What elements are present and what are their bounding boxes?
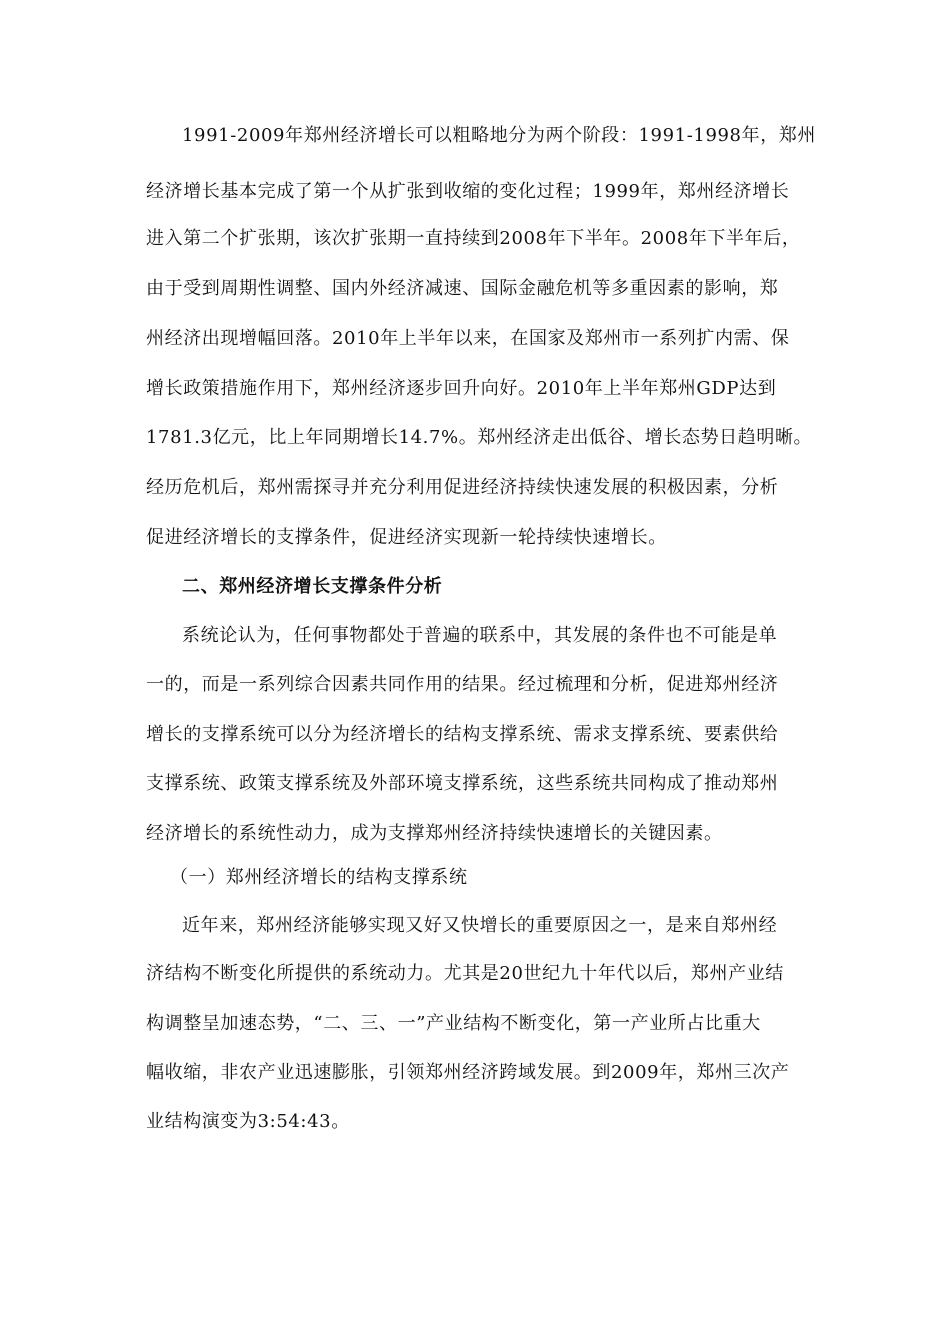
paragraph-1-line-6: 增长政策措施作用下，郑州经济逐步回升向好。2010年上半年郑州GDP达到 [146,378,777,399]
paragraph-1-line-1: 1991-2009年郑州经济增长可以粗略地分为两个阶段：1991-1998年，郑州 [182,125,816,146]
paragraph-1-line-4: 由于受到周期性调整、国内外经济减速、国际金融危机等多重因素的影响，郑 [146,278,779,299]
paragraph-2-line-5: 经济增长的系统性动力，成为支撑郑州经济持续快速增长的关键因素。 [146,823,723,844]
section-heading: 二、郑州经济增长支撑条件分析 [182,576,443,597]
paragraph-2-line-3: 增长的支撑系统可以分为经济增长的结构支撑系统、需求支撑系统、要素供给 [146,724,779,745]
paragraph-1-line-3: 进入第二个扩张期，该次扩张期一直持续到2008年下半年。2008年下半年后， [146,228,801,249]
paragraph-3-line-4: 幅收缩，非农产业迅速膨胀，引领郑州经济跨域发展。到2009年，郑州三次产 [146,1062,790,1083]
paragraph-3-line-2: 济结构不断变化所提供的系统动力。尤其是20世纪九十年代以后，郑州产业结 [146,963,784,984]
paragraph-2-line-1: 系统论认为，任何事物都处于普遍的联系中，其发展的条件也不可能是单 [182,625,778,646]
paragraph-2-line-4: 支撑系统、政策支撑系统及外部环境支撑系统，这些系统共同构成了推动郑州 [146,773,779,794]
paragraph-1-line-2: 经济增长基本完成了第一个从扩张到收缩的变化过程；1999年，郑州经济增长 [146,181,790,202]
paragraph-2-line-2: 一的，而是一系列综合因素共同作用的结果。经过梳理和分析，促进郑州经济 [146,674,779,695]
paragraph-1-line-7: 1781.3亿元，比上年同期增长14.7%。郑州经济走出低谷、增长态势日趋明晰。 [146,427,813,448]
paragraph-3-line-3: 构调整呈加速态势，“二、三、一”产业结构不断变化，第一产业所占比重大 [146,1013,761,1034]
subsection-heading: （一）郑州经济增长的结构支撑系统 [170,867,468,888]
paragraph-1-line-9: 促进经济增长的支撑条件，促进经济实现新一轮持续快速增长。 [146,527,667,548]
paragraph-1-line-5: 州经济出现增幅回落。2010年上半年以来，在国家及郑州市一系列扩内需、保 [146,328,790,349]
paragraph-3-line-1: 近年来，郑州经济能够实现又好又快增长的重要原因之一，是来自郑州经 [182,915,778,936]
paragraph-1-line-8: 经历危机后，郑州需探寻并充分利用促进经济持续快速发展的积极因素，分析 [146,477,779,498]
paragraph-3-line-5: 业结构演变为3:54:43。 [146,1111,350,1132]
